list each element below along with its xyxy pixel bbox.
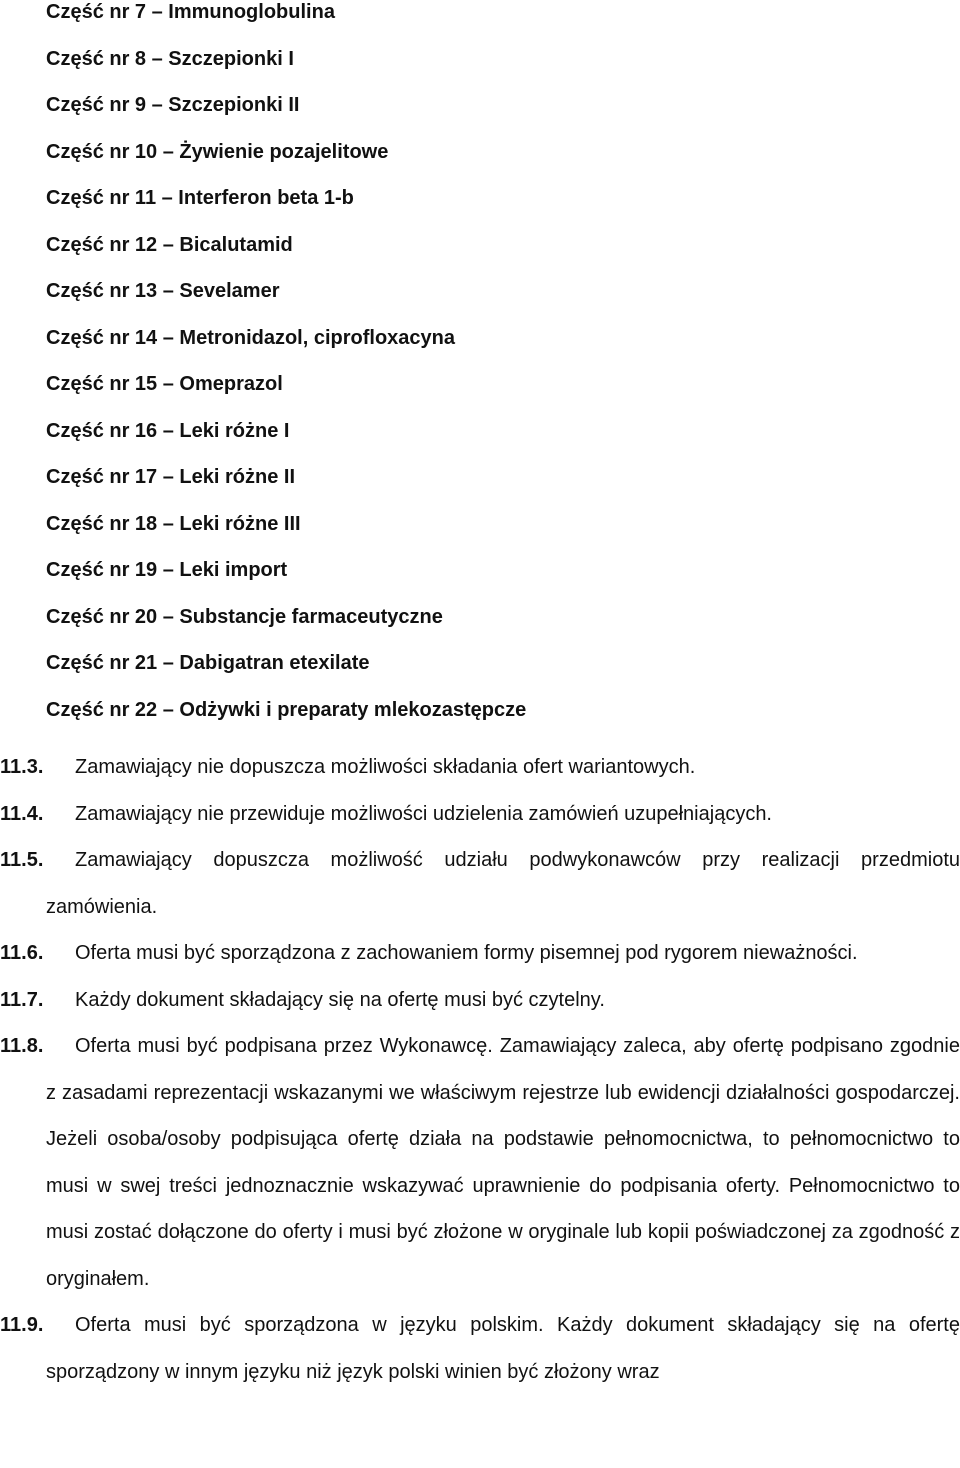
- sections-block: [0, 744, 960, 1395]
- part-item: Część nr 8 – Szczepionki I: [46, 47, 294, 70]
- part-item: Część nr 21 – Dabigatran etexilate: [46, 652, 370, 674]
- section-number: 11.8.: [0, 1035, 44, 1057]
- part-item: Część nr 7 – Immunoglobulina: [46, 1, 335, 23]
- section-11-6: [0, 930, 960, 977]
- section-11-7: [0, 977, 960, 1024]
- part-item: Część nr 13 – Sevelamer: [46, 280, 280, 302]
- section-number: 11.9.: [0, 1314, 44, 1336]
- section-text: Zamawiający nie przewiduje możliwości udzielenia zamówień uzupełniających.: [75, 802, 772, 825]
- section-text: Oferta musi być podpisana przez Wykonawcę. Zamawiający zaleca, aby ofertę podpisano zgodnie z zasadami reprezentacji wskazanymi we właściwym rejestrze lub ewidencji działalności gospodarczej. Jeżeli osoba/osoby podpisująca ofertę działa na podstawie pełnomocnictwa, to pełnomocnictwo to musi w swej treści jednoznacznie wskazywać uprawnienie do podpisania oferty. Pełnomocnictwo to musi zostać dołączone do oferty i musi być złożone w oryginale lub kopii poświadczonej za zgodność z oryginałem.: [46, 1035, 960, 1290]
- section-number: 11.4.: [0, 802, 44, 825]
- section-number: 11.7.: [0, 988, 44, 1011]
- part-item: Część nr 14 – Metronidazol, ciprofloxacyna: [46, 326, 456, 349]
- section-number: 11.6.: [0, 942, 44, 964]
- section-text: Każdy dokument składający się na ofertę musi być czytelny.: [75, 988, 605, 1011]
- section-11-8: [0, 1023, 960, 1302]
- part-item: Część nr 19 – Leki import: [46, 559, 288, 581]
- part-item: Część nr 15 – Omeprazol: [46, 373, 283, 395]
- section-11-5: [0, 837, 960, 930]
- section-text: Zamawiający nie dopuszcza możliwości składania ofert wariantowych.: [75, 756, 696, 778]
- section-number: 11.3.: [0, 756, 44, 778]
- part-item: Część nr 9 – Szczepionki II: [46, 94, 300, 116]
- section-11-4: [0, 791, 960, 838]
- part-item: Część nr 17 – Leki różne II: [46, 466, 295, 488]
- section-text: Zamawiający dopuszcza możliwość udziału podwykonawców przy realizacji przedmiotu zamówienia.: [46, 849, 960, 918]
- section-11-3: [0, 744, 960, 791]
- section-text: Oferta musi być sporządzona z zachowaniem formy pisemnej pod rygorem nieważności.: [75, 942, 858, 964]
- parts-list: [46, 0, 926, 744]
- part-item: Część nr 18 – Leki różne III: [46, 512, 301, 535]
- part-item: Część nr 22 – Odżywki i preparaty mlekozastępcze: [46, 698, 527, 721]
- section-text: Oferta musi być sporządzona w języku polskim. Każdy dokument składający się na ofertę sporządzony w innym języku niż język polski winien być złożony wraz: [46, 1314, 960, 1383]
- part-item: Część nr 11 – Interferon beta 1-b: [46, 187, 354, 209]
- part-item: Część nr 12 – Bicalutamid: [46, 233, 293, 256]
- part-item: Część nr 16 – Leki różne I: [46, 419, 290, 442]
- part-item: Część nr 10 – Żywienie pozajelitowe: [46, 140, 389, 163]
- part-item: Część nr 20 – Substancje farmaceutyczne: [46, 605, 443, 628]
- section-number: 11.5.: [0, 849, 44, 871]
- section-11-9: [0, 1302, 960, 1395]
